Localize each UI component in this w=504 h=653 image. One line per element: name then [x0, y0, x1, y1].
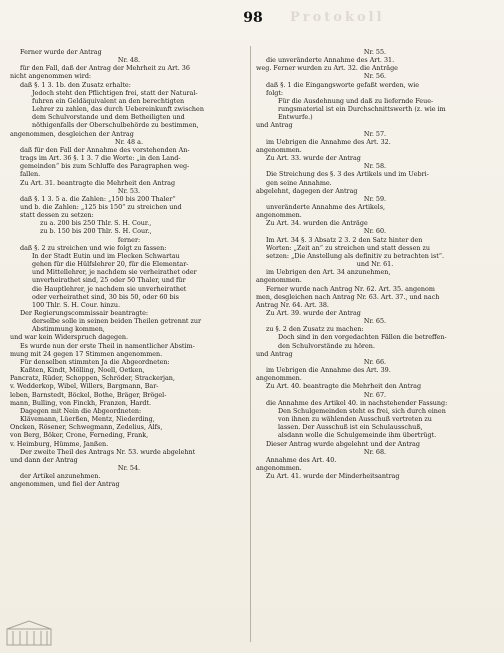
text-line: Nr. 58.: [363, 162, 387, 171]
text-line: In der Stadt Eutin und im Flecken Schwartau: [32, 251, 180, 260]
text-line: Zu Art. 34. wurden die Anträge: [266, 219, 368, 228]
text-line: unveränderte Annahme des Artikels,: [266, 202, 386, 211]
text-line: 100 Thlr. S. H. Cour. hinzu.: [32, 300, 120, 309]
text-line: nöthigenfalls der Oberschulbehörde zu bestimmen,: [32, 121, 199, 130]
text-line: Zu Art. 40. beantragte die Mehrheit den Antrag: [266, 382, 422, 391]
text-line: Zu Art. 41. wurde der Minderheitsantrag: [266, 472, 400, 481]
text-line: Die Streichung des §. 3 des Artikels und im Uebri-: [266, 170, 429, 179]
text-line: mung mit 24 gegen 17 Stimmen angenommen.: [10, 349, 163, 358]
text-line: und war kein Widerspruch dagegen.: [10, 333, 129, 342]
text-line: Doch sind in den vorgedachten Fällen die betreffen-: [278, 333, 447, 342]
text-line: Nr. 57.: [363, 129, 387, 138]
page-number: 98: [243, 10, 263, 26]
text-line: oder verheirathet sind, 30 bis 50, oder 60 bis: [32, 292, 179, 301]
text-line: Klävemann, Lüerßen, Mentz, Niederding,: [20, 415, 155, 424]
text-line: die Hauptlehrer, je nachdem sie unverheirathet: [32, 284, 187, 293]
text-line: folgt:: [266, 88, 284, 97]
text-line: angenommen.: [256, 211, 302, 220]
text-line: zu §. 2 den Zusatz zu machen:: [266, 325, 364, 334]
text-line: Ferner wurde nach Antrag Nr. 62. Art. 35. angenom: [266, 284, 435, 293]
text-line: alsdann wolle die Schulgemeinde ihm übertrügt.: [278, 431, 437, 440]
text-line: Dieser Antrag wurde abgelehnt und der Antrag: [266, 439, 420, 448]
text-line: und Nr. 61.: [356, 260, 394, 269]
text-line: Nr. 66.: [363, 357, 387, 366]
column-divider: [250, 46, 251, 642]
text-line: v. Heimburg, Hümme, Janßen.: [10, 439, 109, 448]
text-line: mann, Bulling, von Finckh, Franzen, Hardt.: [10, 398, 152, 407]
text-line: im Uebrigen die Annahme des Art. 32.: [266, 137, 391, 146]
faded-header-title: Protokoll: [290, 10, 385, 25]
text-line: daß §. 1 3. 5 a. die Zahlen: „150 bis 200 Thaler“: [20, 194, 176, 203]
text-line: angenommen, desgleichen der Antrag: [10, 129, 134, 138]
text-line: Nr. 48 a.: [114, 137, 143, 146]
text-line: Für die Ausdehnung und daß zu liefernde Feue-: [278, 96, 434, 105]
text-line: Nr. 48.: [117, 56, 141, 65]
text-line: nicht angenommen wird:: [10, 72, 92, 81]
text-line: daß §. 1 3. 1b. den Zusatz erhalte:: [20, 80, 131, 89]
text-line: Den Schulgemeinden steht es frei, sich durch einen: [278, 406, 446, 415]
text-line: und Mittellehrer, je nachdem sie verheirathet oder: [32, 268, 197, 277]
text-line: Nr. 53.: [117, 186, 141, 195]
text-line: Nr. 55.: [363, 48, 387, 56]
text-line: Zu Art. 33. wurde der Antrag: [266, 154, 361, 163]
text-line: gen seine Annahme.: [266, 178, 332, 187]
text-line: von ihnen zu wählenden Ausschuß vertreten zu: [278, 415, 432, 424]
text-line: angenommen.: [256, 374, 302, 383]
text-line: Annahme des Art. 40.: [266, 455, 337, 464]
text-line: Der zweite Theil des Antrags Nr. 53. wurde abgelehnt: [20, 447, 196, 456]
text-line: leben, Barnstedt, Böckel, Bothe, Bräger, Brögel-: [10, 390, 167, 399]
text-line: Nr. 67.: [363, 390, 387, 399]
text-line: Ferner wurde der Antrag: [20, 48, 102, 56]
text-line: Der Regierungscommissair beantragte:: [20, 309, 149, 317]
text-line: abgelehnt, dagegen der Antrag: [256, 186, 358, 195]
text-line: Nr. 54.: [117, 463, 141, 472]
text-line: Nr. 68.: [363, 447, 387, 456]
text-line: angenommen, und fiel der Antrag: [10, 480, 120, 489]
text-line: fallen.: [20, 170, 41, 179]
left-text-column: [10, 48, 248, 644]
text-line: Worten: „Zeit an“ zu streichen und statt dessen zu: [266, 243, 430, 252]
library-watermark-icon: [5, 619, 53, 647]
text-line: Entwurfe.): [278, 113, 313, 122]
text-line: Abstimmung kommen,: [32, 325, 105, 334]
text-line: zu a. 200 bis 250 Thlr. S. H. Cour.,: [40, 219, 152, 228]
text-line: Nr. 60.: [363, 227, 387, 236]
text-line: daß für den Fall der Annahme des vorstehenden An-: [20, 145, 190, 154]
text-line: angenommen.: [256, 463, 302, 472]
text-line: daß §. 2 zu streichen und wie folgt zu fassen:: [20, 243, 167, 252]
text-line: statt dessen zu setzen:: [20, 211, 94, 220]
text-line: gemeinden“ bis zum Schluffe des Paragraphen weg-: [20, 162, 190, 171]
text-line: Jedoch steht den Pflichtigen frei, statt der Natural-: [32, 88, 198, 97]
text-line: gehen für die Hülfslehrer 20, für die Elementar-: [32, 260, 189, 269]
text-line: unverheirathet sind, 25 oder 50 Thaler, und für: [32, 276, 186, 285]
text-line: setzen: „Die Anstellung als definitiv zu betrachten ist“.: [266, 251, 445, 260]
text-line: Antrag Nr. 64. Art. 38.: [256, 300, 329, 309]
text-line: und dann der Antrag: [10, 455, 78, 464]
text-line: Lehrer zu zahlen, das durch Uebereinkunft zwischen: [32, 105, 204, 114]
text-line: Nr. 56.: [363, 72, 387, 81]
text-line: rungsmaterial ist ein Durchschnittswerth (z. wie im: [278, 105, 446, 114]
text-line: und Antrag: [256, 121, 293, 130]
text-line: trags im Art. 36 §. 1 3. 7 die Worte: „in den Land-: [20, 154, 181, 163]
text-line: weg. Ferner wurden zu Art. 32. die Anträge: [256, 64, 398, 73]
text-line: Zu Art. 31. beantragte die Mehrheit den Antrag: [20, 178, 176, 187]
text-line: lassen. Der Ausschuß ist ein Schulausschuß,: [278, 423, 423, 432]
text-line: Dagegen mit Nein die Abgeordneten:: [20, 406, 142, 415]
text-line: die Annahme des Artikel 40. in nachstehender Fassung:: [266, 398, 448, 407]
text-line: Oncken, Rösener, Schwegmann, Zedelius, Alfs,: [10, 423, 163, 432]
page-header: [0, 10, 504, 32]
text-line: im Uebrigen den Art. 34 anzunehmen,: [266, 268, 391, 277]
text-line: die unveränderte Annahme des Art. 31.: [266, 56, 395, 65]
text-line: der Artikel anzunehmen.: [20, 472, 101, 481]
text-line: Pancratz, Rüder, Schoppen, Schröder, Strackerjan,: [10, 374, 175, 383]
text-line: angenommen.: [256, 145, 302, 154]
text-line: zu b. 150 bis 200 Thlr. S. H. Cour.,: [40, 227, 152, 236]
text-line: den Schulvorstände zu hören.: [278, 341, 375, 350]
text-line: men, desgleichen nach Antrag Nr. 63. Art. 37., und nach: [256, 292, 440, 301]
text-line: Nr. 59.: [363, 194, 387, 203]
text-line: dem Schulvorstande und dem Betheiligten und: [32, 113, 185, 122]
text-line: Es wurde nun der erste Theil in namentlicher Abstim-: [20, 341, 195, 350]
right-text-column: [256, 48, 494, 644]
text-line: Für denselben stimmten Ja die Abgeordneten:: [20, 357, 170, 366]
text-line: für den Fall, daß der Antrag der Mehrheit zu Art. 36: [20, 64, 190, 73]
text-line: v. Wedderkop, Wibel, Willers, Bargmann, Bar-: [10, 382, 159, 391]
text-line: Nr. 65.: [363, 317, 387, 326]
text-line: Kaßten, Kindt, Mölling, Noell, Oetken,: [20, 366, 145, 375]
text-line: angenommen.: [256, 276, 302, 285]
text-line: und b. die Zahlen: „125 bis 150“ zu streichen und: [20, 202, 182, 211]
text-line: und Antrag: [256, 349, 293, 358]
text-line: ferner:: [117, 235, 141, 244]
text-line: Zu Art. 39. wurde der Antrag: [266, 309, 361, 317]
text-line: Im Art. 34 §. 3 Absatz 2 3. 2 den Satz hinter den: [266, 235, 423, 244]
text-line: im Uebrigen die Annahme des Art. 39.: [266, 366, 391, 375]
text-line: derselbe solle in seinen beiden Theilen getrennt zur: [32, 317, 202, 326]
text-line: von Berg, Böker, Crone, Ferneding, Frank,: [10, 431, 149, 440]
text-line: fuhren ein Geldäquivalent an den berechtigten: [32, 96, 185, 105]
text-line: daß §. 1 die Eingangsworte gefaßt werden, wie: [266, 80, 420, 89]
